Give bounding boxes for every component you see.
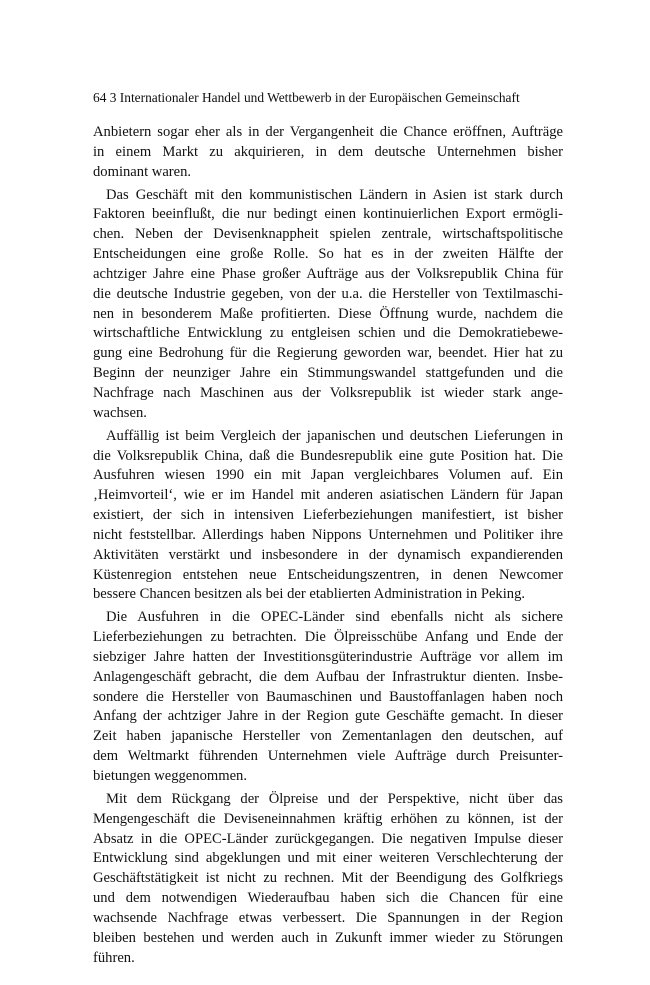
text-line: Ausfuhren wiesen 1990 ein mit Japan vergleichbares Volumen auf. Ein bbox=[93, 467, 563, 484]
text-line: wirtschaftliche Entwicklung zu entgleisen schien und die Demokratiebewe- bbox=[93, 325, 563, 342]
text-line: Zeit haben japanische Hersteller von Zementanlagen den deutschen, auf bbox=[93, 728, 563, 745]
text-line: chen. Neben der Devisenknappheit spielen zentrale, wirtschaftspolitische bbox=[93, 226, 563, 243]
paragraph bbox=[93, 608, 563, 787]
body-text bbox=[93, 123, 563, 968]
text-line: Beginn der neunziger Jahre ein Stimmungswandel stattgefunden und die bbox=[93, 365, 563, 382]
text-line: Lieferbeziehungen zu betrachten. Die Ölpreisschübe Anfang und Ende der bbox=[93, 629, 563, 646]
text-line: Küstenregion entstehen neue Entscheidungszentren, in denen Newcomer bbox=[93, 566, 563, 583]
page-number: 64 bbox=[93, 90, 107, 105]
text-line: Anlagengeschäft gebracht, die dem Aufbau der Infrastruktur dienten. Insbe- bbox=[93, 668, 563, 685]
text-line: Absatz in die OPEC-Länder zurückgegangen. Die negativen Impulse dieser bbox=[93, 830, 563, 847]
text-line: die deutsche Industrie gegeben, von der u.a. die Hersteller von Textilmaschi- bbox=[93, 285, 563, 302]
text-line: in einem Markt zu akquirieren, in dem deutsche Unternehmen bisher bbox=[93, 143, 563, 160]
paragraph bbox=[93, 186, 563, 424]
text-line: nicht feststellbar. Allerdings haben Nippons Unternehmen und Politiker ihre bbox=[93, 526, 563, 543]
paragraph bbox=[93, 123, 563, 183]
text-line: Nachfrage nach Maschinen aus der Volksrepublik ist wieder stark ange- bbox=[93, 384, 563, 401]
text-line: Das Geschäft mit den kommunistischen Ländern in Asien ist stark durch bbox=[106, 186, 563, 203]
text-line: Anbietern sogar eher als in der Vergangenheit die Chance eröffnen, Aufträge bbox=[93, 124, 563, 140]
text-line: bessere Chancen besitzen als bei der etablierten Administration in Peking. bbox=[93, 586, 526, 603]
text-line: gung eine Bedrohung für die Regierung geworden war, beendet. Hier hat zu bbox=[93, 345, 563, 362]
text-line: Geschäftstätigkeit ist nicht zu rechnen. Mit der Beendigung des Golfkriegs bbox=[93, 870, 563, 887]
text-line: Anfang der achtziger Jahre in der Region gute Geschäfte gemacht. In dieser bbox=[93, 708, 563, 725]
text-line: Aktivitäten verstärkt und insbesondere in der dynamisch expandierenden bbox=[93, 546, 563, 563]
text-line: dem Weltmarkt führenden Unternehmen viele Aufträge durch Preisunter- bbox=[93, 748, 563, 765]
paragraph bbox=[93, 427, 563, 606]
text-line: und dem notwendigen Wiederaufbau haben sich die Chancen für eine bbox=[93, 890, 563, 907]
text-line: achtziger Jahre eine Phase großer Aufträge aus der Volksrepublik China für bbox=[93, 265, 563, 282]
text-line: Auffällig ist beim Vergleich der japanischen und deutschen Lieferungen in bbox=[106, 427, 563, 444]
text-line: existiert, der sich in intensiven Lieferbeziehungen manifestiert, ist bisher bbox=[93, 507, 563, 524]
text-line: bleiben bestehen und werden auch in Zukunft immer wieder zu Störungen bbox=[93, 929, 563, 946]
text-line: wachsende Nachfrage etwas verbessert. Die Spannungen in der Region bbox=[93, 909, 563, 926]
text-line: dominant waren. bbox=[93, 163, 192, 180]
text-line: siebziger Jahre hatten der Investitionsgüterindustrie Aufträge vor allem im bbox=[93, 648, 563, 665]
text-line: wachsen. bbox=[93, 404, 147, 421]
text-line: nen in besonderem Maße profitierten. Diese Öffnung wurde, nachdem die bbox=[93, 305, 563, 322]
text-line: führen. bbox=[93, 949, 135, 966]
text-line: ‚Heimvorteil‘, wie er im Handel mit anderen asiatischen Ländern für Japan bbox=[93, 487, 563, 504]
running-title: 3 Internationaler Handel und Wettbewerb in der Europäischen Gemeinschaft bbox=[109, 90, 520, 105]
text-line: Entscheidungen eine große Rolle. So hat es in der zweiten Hälfte der bbox=[93, 246, 563, 263]
text-line: sondere die Hersteller von Baumaschinen und Baustoffanlagen haben noch bbox=[93, 688, 563, 705]
paragraph bbox=[93, 790, 563, 969]
text-line: Faktoren beeinflußt, die nur bedingt einen kontinuierlichen Export ermögli- bbox=[93, 206, 563, 223]
running-header bbox=[93, 89, 563, 106]
text-line: die Volksrepublik China, daß die Bundesrepublik eine gute Position hat. Die bbox=[93, 447, 563, 464]
text-line: Die Ausfuhren in die OPEC-Länder sind ebenfalls nicht als sichere bbox=[106, 609, 563, 626]
text-line: Mit dem Rückgang der Ölpreise und der Perspektive, nicht über das bbox=[106, 790, 563, 807]
text-line: Mengengeschäft die Deviseneinnahmen kräftig erhöhen zu können, ist der bbox=[93, 810, 563, 827]
text-line: Entwicklung sind abgeklungen und mit einer weiteren Verschlechterung der bbox=[93, 850, 563, 867]
text-line: bietungen weggenommen. bbox=[93, 768, 248, 784]
